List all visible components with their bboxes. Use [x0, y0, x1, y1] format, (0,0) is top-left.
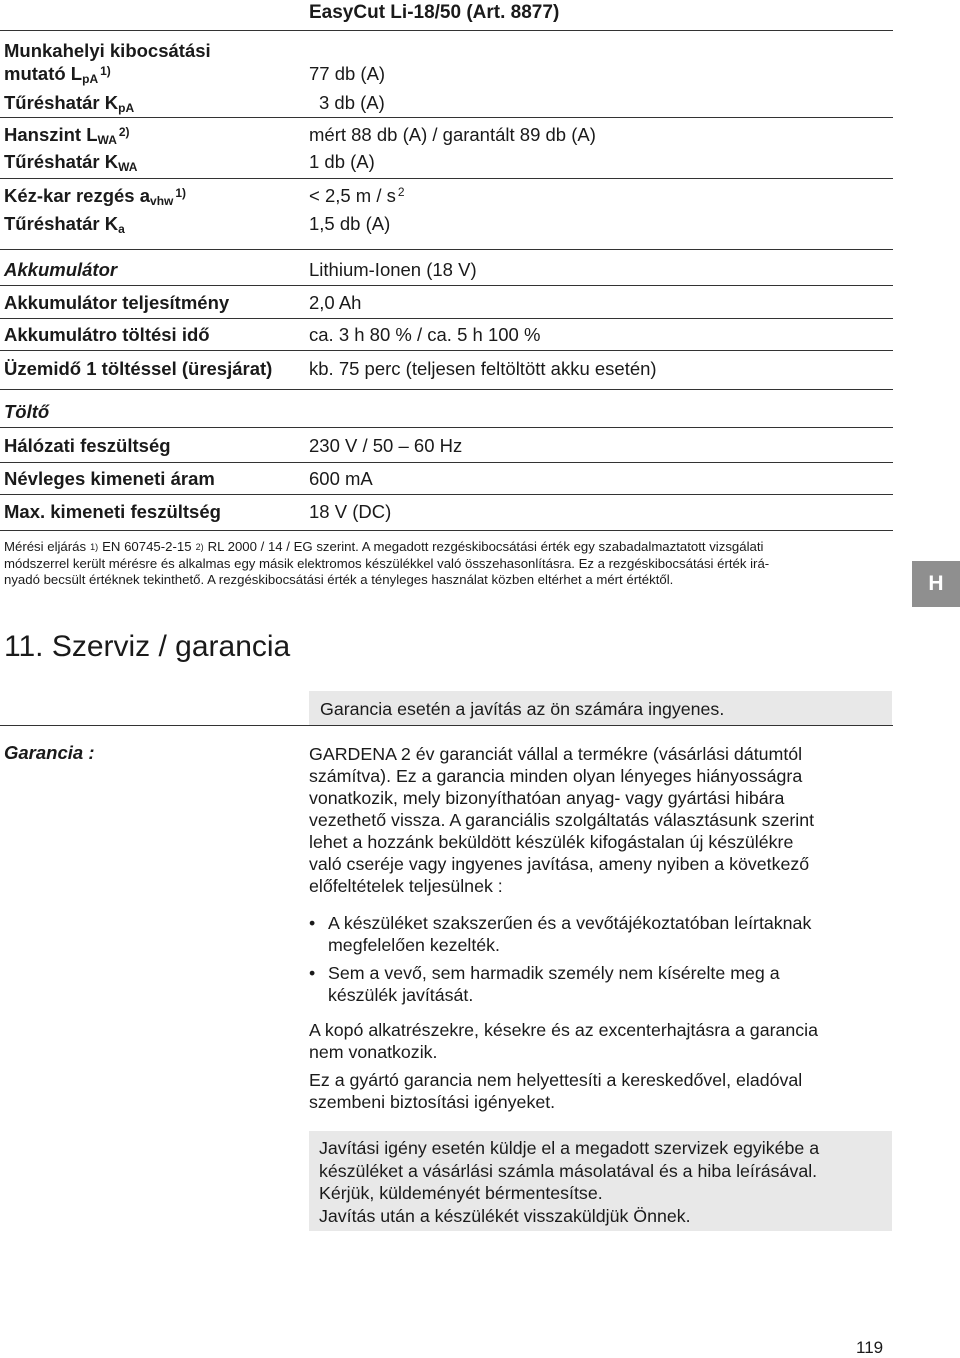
spec-rule — [0, 530, 893, 531]
spec-rule — [0, 318, 893, 319]
dealer-paragraph: Ez a gyártó garancia nem helyettesíti a kereskedővel, eladóval szembeni biztosítási igényeket. — [309, 1070, 803, 1112]
spec-rule — [0, 494, 893, 495]
warranty-paragraph — [309, 743, 879, 897]
warranty-line: GARDENA 2 év garanciát vállal a termékre (vásárlási dátumtól — [309, 744, 803, 764]
bullet-dot: • — [309, 913, 316, 933]
tolerance-kpa-label: Tűréshatár $K_{pA}$ — [4, 92, 135, 115]
tolerance-ka-value: 1,5 db (A) — [309, 213, 391, 234]
noise-label-line2: mutató $L_{pA}^{1)}$ — [4, 63, 111, 86]
repair-box — [309, 1131, 892, 1231]
free-repair-box — [309, 691, 892, 726]
repair-box-text: Javítási igény esetén küldje el a megadott szervizek egyikébe a készüléket a vásárlási számla másolatával és a hiba leírásával. Kérjük, küldeményét bérmentesítse. Javítás után a készülékét visszaküldjük Önnek. — [319, 1138, 820, 1226]
header-rule — [0, 30, 893, 31]
sound-power-value: mért 88 db (A) / garantált 89 db (A) — [309, 124, 596, 145]
spec-rule — [0, 350, 893, 351]
vibration-label: Kéz-kar rezgés $a_{vhw}^{1)}$ — [4, 185, 187, 208]
mains-voltage-value: 230 V / 50 – 60 Hz — [309, 435, 463, 456]
warranty-label: Garancia : — [4, 742, 95, 763]
tolerance-kwa-label: Tűréshatár $K_{WA}$ — [4, 151, 138, 174]
max-voltage-value: 18 V (DC) — [309, 501, 392, 522]
spec-rule — [0, 462, 893, 463]
section-title: 11. Szerviz / garancia — [4, 630, 291, 663]
warranty-line: számítva). Ez a garancia minden olyan lényeges hiányosságra — [309, 766, 803, 786]
language-tab: H — [912, 561, 960, 607]
max-voltage-label: Max. kimeneti feszültség — [4, 501, 221, 522]
noise-value: 77 db (A) — [309, 63, 386, 84]
condition-bullet: • A készüléket szakszerűen és a vevőtájékoztatóban leírtaknak megfelelően kezelték. — [309, 913, 812, 955]
spec-rule — [0, 285, 893, 286]
charger-label: Töltő — [4, 401, 50, 422]
spec-rule — [0, 117, 893, 118]
bullet-dot: • — [309, 963, 316, 983]
vibration-value: < 2,5 m / s $^2$ — [309, 185, 405, 206]
sound-power-label: Hanszint $L_{WA}^{2)}$ — [4, 124, 130, 147]
model-header: EasyCut Li-18/50 (Art. 8877) — [309, 2, 560, 23]
warranty-line: lehet a hozzánk beküldött készülék kifogástalan új készülékre — [309, 832, 794, 852]
tolerance-kpa-value: 3 db (A) — [319, 92, 385, 113]
battery-label: Akkumulátor — [4, 259, 118, 280]
footnote-line1: Mérési eljárás 1) EN 60745-2-15 2) RL 2000 / 14 / EG szerint. A megadott rezgéskibocsátási érték egy szabadalmaztatott vizsgálati — [4, 539, 764, 554]
warranty-line: vonatkozik, mely bizonyíthatóan anyag- vagy gyártási hibára — [309, 788, 785, 808]
spec-rule — [0, 249, 893, 250]
warranty-line: előfeltételek teljesülnek : — [309, 876, 503, 896]
warranty-line: való cseréje vagy ingyenes javítása, ameny nyiben a következő — [309, 854, 810, 874]
runtime-value: kb. 75 perc (teljesen feltöltött akku esetén) — [309, 358, 657, 379]
footnote-line2: módszerrel került mérésre és alkalmas egy másik elektromos készülékkel való összehasonlításra. Ez a rezgéskibocsátási érték irá- — [4, 556, 770, 571]
spec-rule — [0, 427, 893, 428]
section-rule — [0, 725, 893, 726]
output-current-label: Névleges kimeneti áram — [4, 468, 215, 489]
footnote-line3: nyadó becsült értéknek tekinthető. A rezgéskibocsátási érték a tényleges használat közben eltérhet a mért értéktől. — [4, 572, 674, 587]
charge-time-label: Akkumulátro töltési idő — [4, 324, 210, 345]
charge-time-value: ca. 3 h 80 % / ca. 5 h 100 % — [309, 324, 541, 345]
output-current-value: 600 mA — [309, 468, 373, 489]
condition-bullet: • Sem a vevő, sem harmadik személy nem kísérelte meg a készülék javítását. — [309, 963, 780, 1005]
tolerance-ka-label: Tűréshatár $K_a$ — [4, 213, 125, 236]
noise-label-line1: Munkahelyi kibocsátási — [4, 40, 211, 61]
spec-rule — [0, 178, 893, 179]
free-repair-text: Garancia esetén a javítás az ön számára ingyenes. — [320, 699, 725, 719]
warranty-line: vezethető vissza. A garanciális szolgáltatás választásunk szerint — [309, 810, 815, 830]
capacity-value: 2,0 Ah — [309, 292, 362, 313]
runtime-label: Üzemidő 1 töltéssel (üresjárat) — [4, 358, 273, 379]
page-number: 119 — [856, 1338, 884, 1357]
battery-value: Lithium-Ionen (18 V) — [309, 259, 477, 280]
spec-rule — [0, 389, 893, 390]
capacity-label: Akkumulátor teljesítmény — [4, 292, 230, 313]
tolerance-kwa-value: 1 db (A) — [309, 151, 375, 172]
mains-voltage-label: Hálózati feszültség — [4, 435, 171, 456]
wear-parts-paragraph: A kopó alkatrészekre, késekre és az excenterhajtásra a garancia nem vonatkozik. — [309, 1020, 819, 1062]
